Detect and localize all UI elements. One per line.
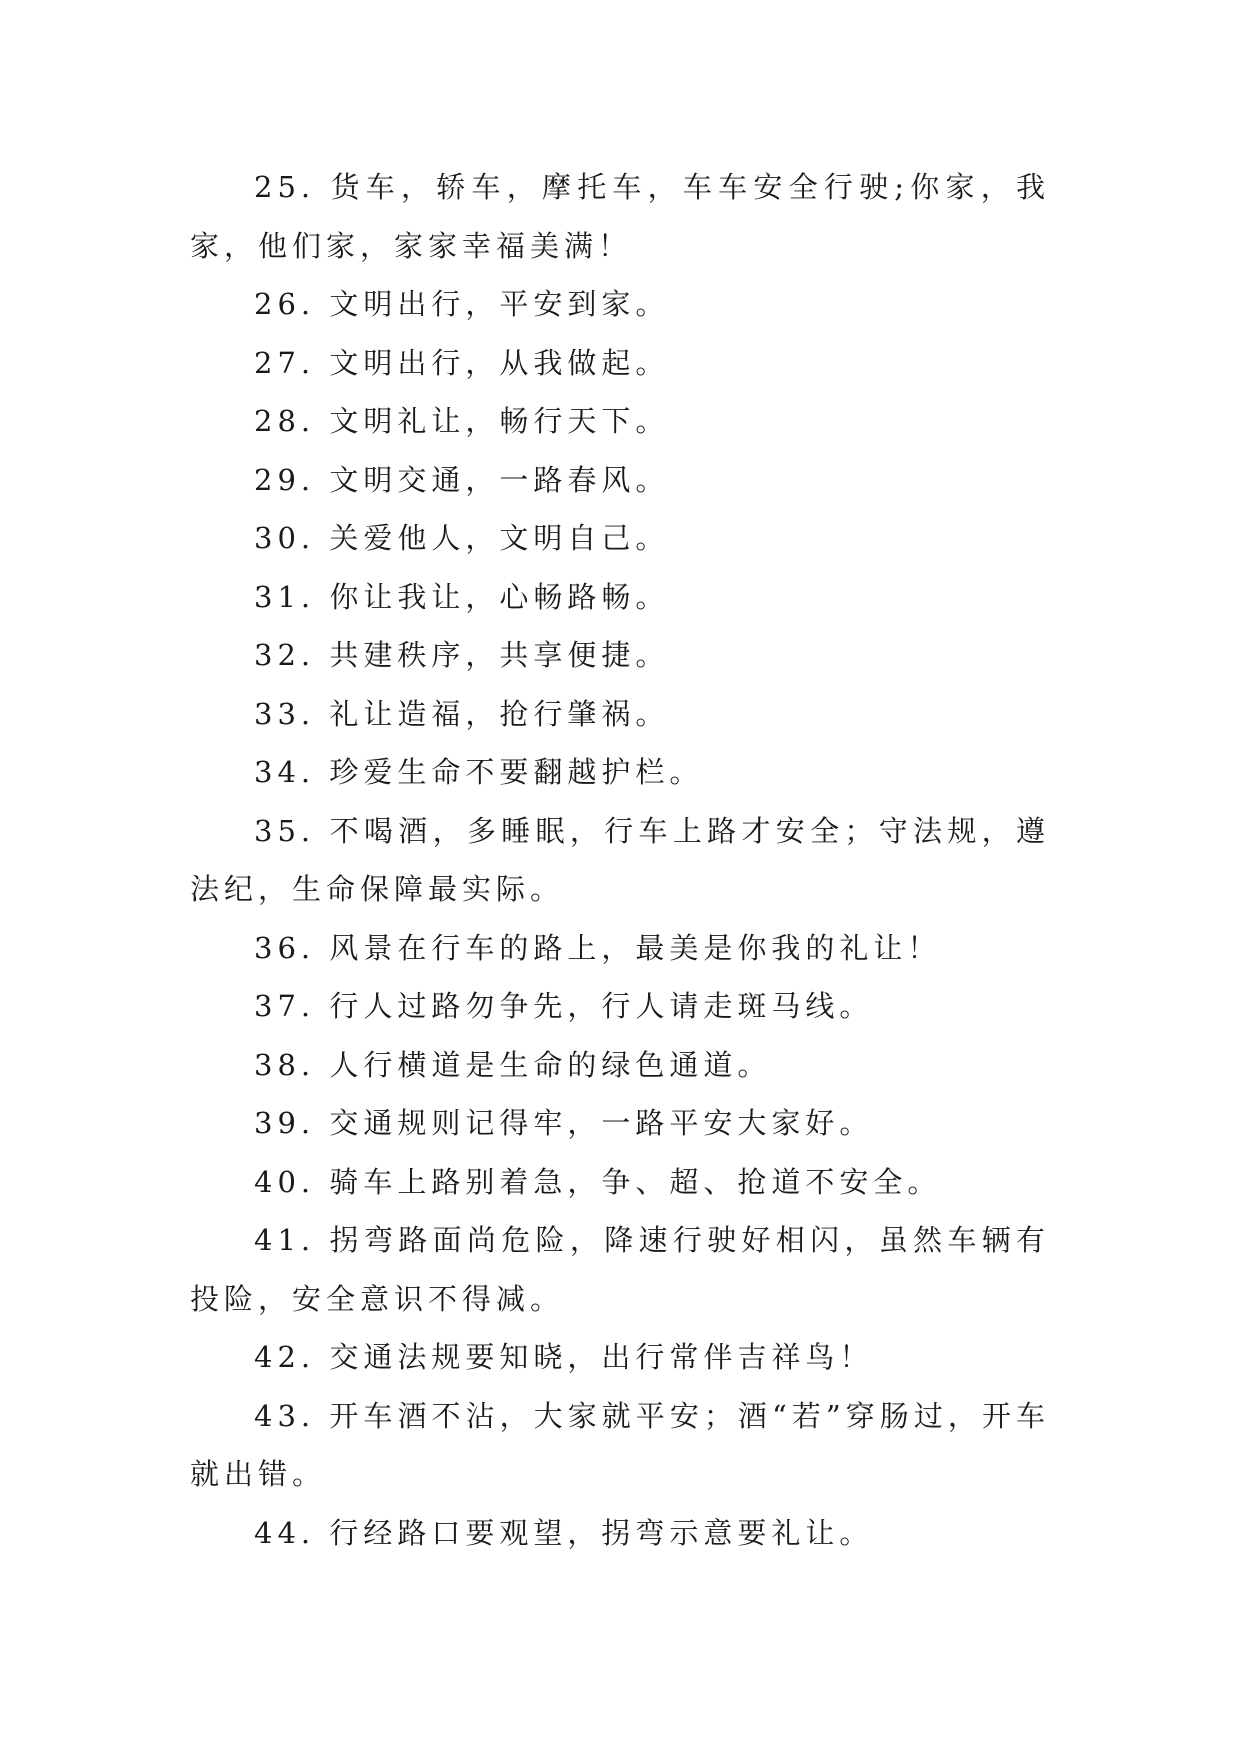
paragraph-35: 35. 不喝酒，多睡眠，行车上路才安全；守法规，遵法纪，生命保障最实际。 (190, 813, 1050, 906)
paragraph-27: 27. 文明出行，从我做起。 (254, 345, 670, 380)
paragraph-29: 29. 文明交通，一路春风。 (254, 462, 670, 497)
paragraph-33: 33. 礼让造福，抢行肇祸。 (254, 696, 670, 731)
paragraph-42: 42. 交通法规要知晓，出行常伴吉祥鸟！ (254, 1340, 874, 1374)
paragraph-41: 41. 拐弯路面尚危险，降速行驶好相闪，虽然车辆有投险，安全意识不得减。 (190, 1223, 1050, 1316)
paragraph-34: 34. 珍爱生命不要翻越护栏。 (254, 755, 704, 789)
paragraph-37: 37. 行人过路勿争先，行人请走斑马线。 (254, 989, 874, 1023)
paragraph-44: 44. 行经路口要观望，拐弯示意要礼让。 (254, 1515, 874, 1550)
paragraph-36: 36. 风景在行车的路上，最美是你我的礼让！ (254, 930, 942, 965)
paragraph-25: 25. 货车，轿车，摩托车，车车安全行驶;你家，我家，他们家，家家幸福美满！ (190, 170, 1050, 263)
paragraph-31: 31. 你让我让，心畅路畅。 (254, 579, 670, 614)
paragraph-39: 39. 交通规则记得牢，一路平安大家好。 (254, 1106, 874, 1140)
paragraph-32: 32. 共建秩序，共享便捷。 (254, 638, 670, 672)
paragraph-38: 38. 人行横道是生命的绿色通道。 (254, 1047, 772, 1082)
document-body (190, 158, 1050, 1562)
paragraph-30: 30. 关爱他人，文明自己。 (254, 521, 670, 555)
paragraph-26: 26. 文明出行，平安到家。 (254, 287, 670, 321)
paragraph-40: 40. 骑车上路别着急，争、超、抢道不安全。 (254, 1164, 942, 1199)
paragraph-43: 43. 开车酒不沾，大家就平安；酒“若”穿肠过，开车就出错。 (190, 1398, 1050, 1491)
paragraph-28: 28. 文明礼让，畅行天下。 (254, 404, 670, 438)
